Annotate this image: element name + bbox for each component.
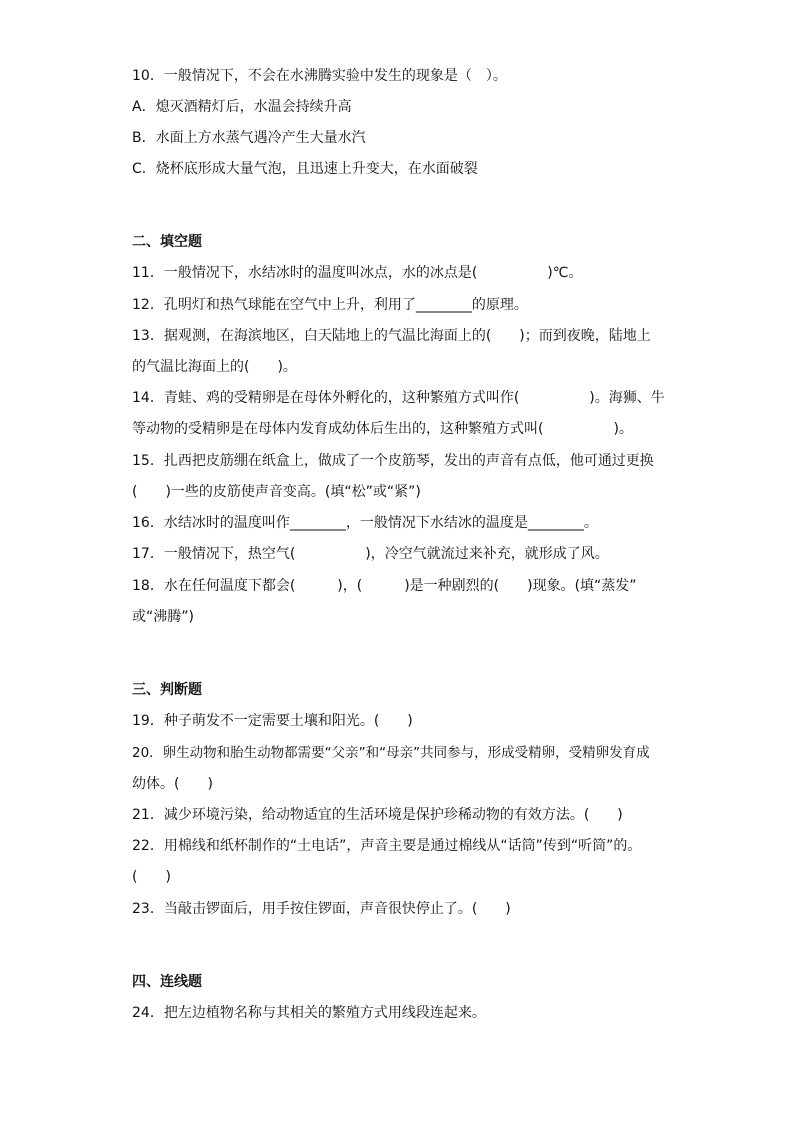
- q18-line2: 或“沸腾”): [132, 609, 194, 625]
- q22-line1: 22．用棉线和纸杯制作的“土电话”，声音主要是通过棉线从“话筒”传到“听筒”的。: [132, 838, 642, 854]
- q10-option-a: A．熄灭酒精灯后，水温会持续升高: [132, 99, 352, 115]
- q18-line1: 18．水在任何温度下都会( )，( )是一种剧烈的( )现象。(填“蒸发”: [132, 578, 637, 594]
- q14-line1: 14．青蛙、鸡的受精卵是在母体外孵化的，这种繁殖方式叫作( )。海狮、牛: [132, 390, 665, 406]
- section-heading-fill-blank: 二、填空题: [132, 234, 202, 250]
- q17: 17．一般情况下，热空气( )，冷空气就流过来补充，就形成了风。: [132, 546, 609, 562]
- section-heading-matching: 四、连线题: [132, 974, 202, 990]
- q22-line2: ( ): [132, 869, 171, 885]
- q23: 23．当敲击锣面后，用手按住锣面，声音很快停止了。( ): [132, 901, 511, 917]
- q21: 21．减少环境污染，给动物适宜的生活环境是保护珍稀动物的有效方法。( ): [132, 807, 623, 823]
- q13-line2: 的气温比海面上的( )。: [132, 359, 297, 375]
- q10-option-c: C．烧杯底形成大量气泡，且迅速上升变大，在水面破裂: [132, 161, 478, 177]
- q10-stem: 10．一般情况下，不会在水沸腾实验中发生的现象是（ ）。: [132, 68, 507, 84]
- q14-line2: 等动物的受精卵是在母体内发育成幼体后生出的，这种繁殖方式叫( )。: [132, 421, 633, 437]
- q24: 24．把左边植物名称与其相关的繁殖方式用线段连起来。: [132, 1005, 486, 1021]
- q16: 16．水结冰时的温度叫作________，一般情况下水结冰的温度是________。: [132, 515, 598, 531]
- q20-line1: 20．卵生动物和胎生动物都需要“父亲”和“母亲”共同参与，形成受精卵，受精卵发育成: [132, 745, 650, 761]
- q13-line1: 13．据观测，在海滨地区，白天陆地上的气温比海面上的( )；而到夜晚，陆地上: [132, 328, 651, 344]
- q10-option-b: B．水面上方水蒸气遇冷产生大量水汽: [132, 130, 366, 146]
- q15-line1: 15．扎西把皮筋绷在纸盒上，做成了一个皮筋琴，发出的声音有点低，他可通过更换: [132, 453, 654, 469]
- section-heading-true-false: 三、判断题: [132, 682, 202, 698]
- q19: 19．种子萌发不一定需要土壤和阳光。( ): [132, 713, 413, 729]
- q15-line2: ( )一些的皮筋使声音变高。(填“松”或“紧”): [132, 484, 421, 500]
- q11: 11．一般情况下，水结冰时的温度叫冰点，水的冰点是( )℃。: [132, 265, 583, 281]
- q12: 12．孔明灯和热气球能在空气中上升，利用了________的原理。: [132, 297, 528, 313]
- q20-line2: 幼体。( ): [132, 776, 213, 792]
